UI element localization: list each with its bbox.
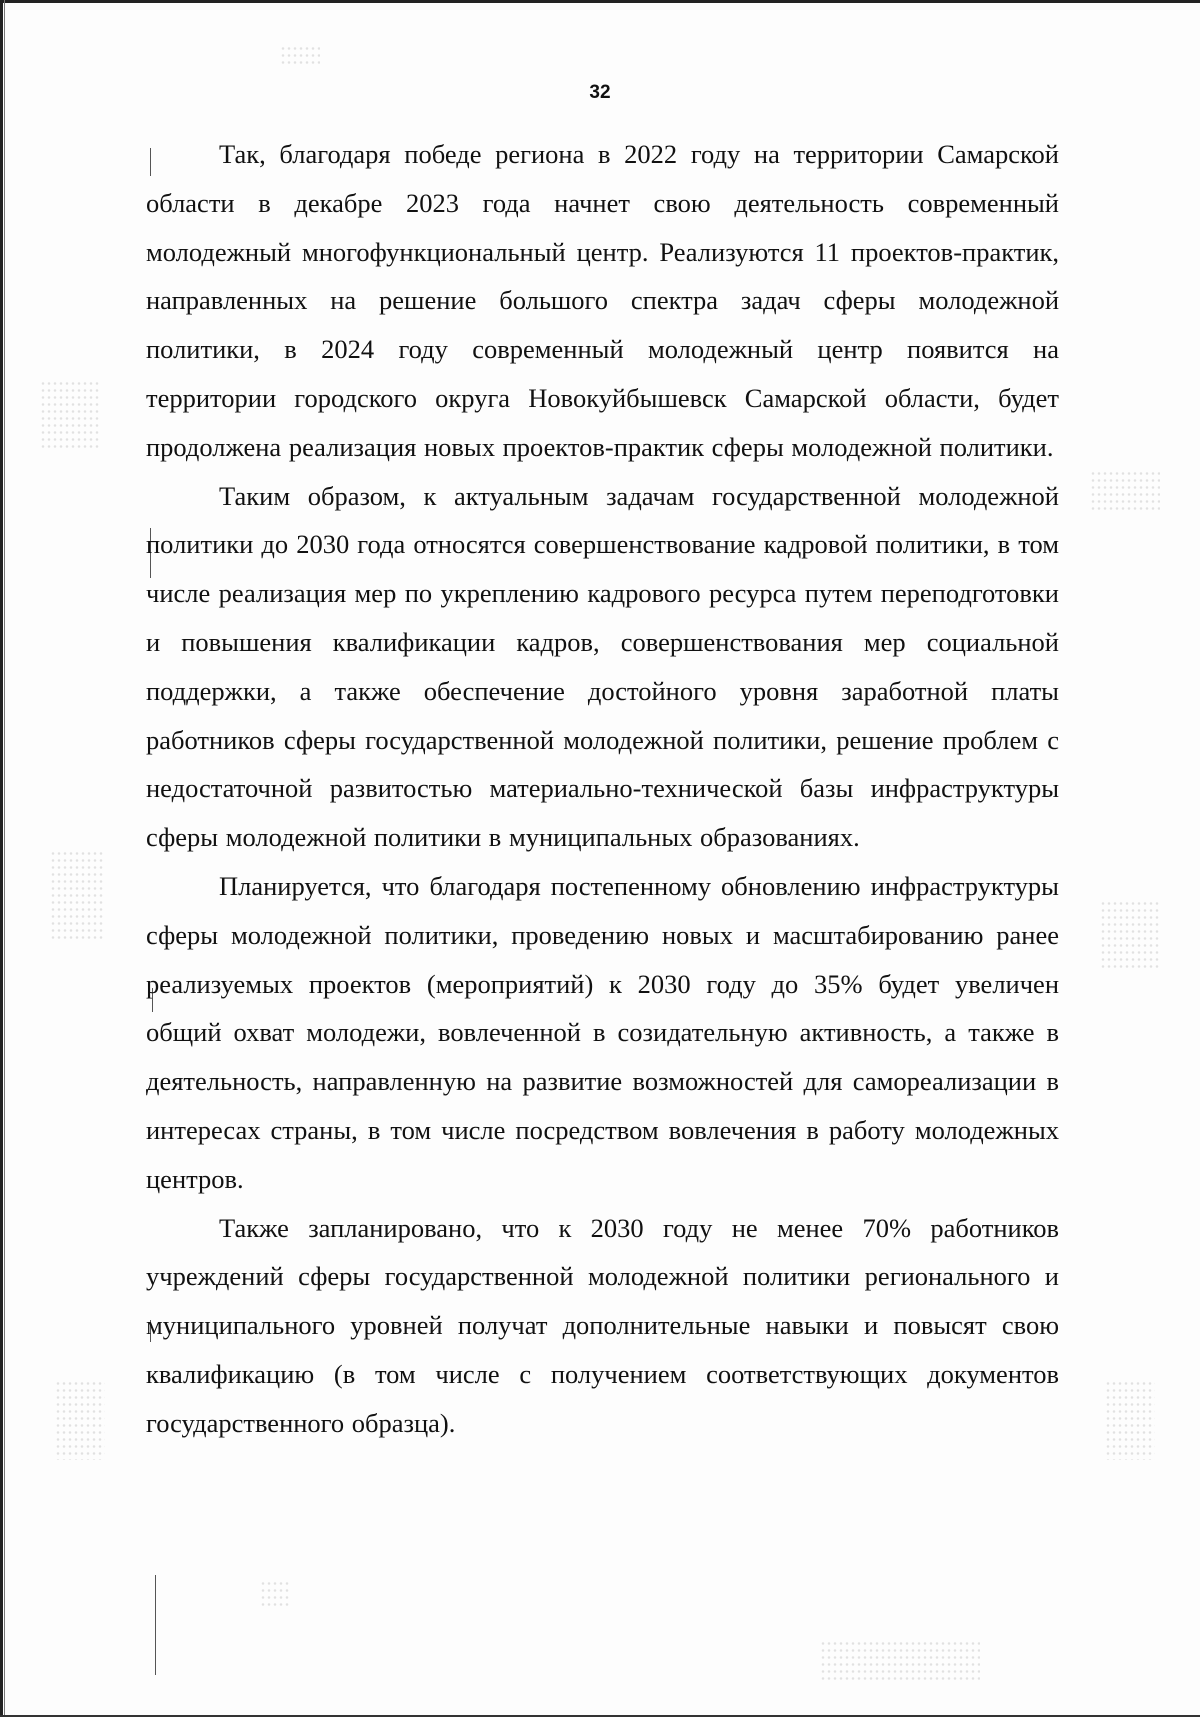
scan-noise	[1100, 900, 1160, 970]
scan-noise	[1105, 1380, 1155, 1460]
paragraph: Планируется, что благодаря постепенному обновлению инфраструктуры сферы молодежной политики, проведению новых и масштабированию ранее реализуемых проектов (мероприятий) к 2030 году до 35% будет увеличен общий охват молодежи, вовлеченной в созидательную активность, а также в деятельность, направленную на развитие возможностей для самореализации в интересах страны, в том числе посредством вовлечения в работу молодежных центров.	[146, 870, 1059, 1194]
scan-noise	[55, 1380, 105, 1460]
scan-edge-top	[0, 0, 1200, 3]
paragraph: Так, благодаря победе региона в 2022 году на территории Самарской области в декабре 2023 года начнет свою деятельность современный молодежный многофункциональный центр. Реализуются 11 проектов-практик, направленных на решение большого спектра задач сферы молодежной политики, в 2024 году современный молодежный центр появится на территории городского округа Новокуйбышевск Самарской области, будет продолжена реализация новых проектов-практик сферы молодежной политики.	[146, 139, 1059, 462]
scan-noise	[820, 1640, 980, 1680]
paragraph: Также запланировано, что к 2030 году не менее 70% работников учреждений сферы государственной молодежной политики регионального и муниципального уровней получат дополнительные навыки и повысят свою квалификацию (в том числе с получением соответствующих документов государственного образца).	[146, 1212, 1059, 1438]
page-number: 32	[589, 82, 611, 103]
scan-edge-left-inner	[4, 0, 5, 1717]
scan-noise	[50, 850, 105, 940]
margin-mark	[155, 1575, 156, 1675]
scan-noise	[260, 1580, 290, 1610]
body-text	[146, 130, 1059, 1448]
scan-noise	[40, 380, 100, 450]
paragraph: Таким образом, к актуальным задачам государственной молодежной политики до 2030 года относятся совершенствование кадровой политики, в том числе реализация мер по укреплению кадрового ресурса путем переподготовки и повышения квалификации кадров, совершенствования мер социальной поддержки, а также обеспечение достойного уровня заработной платы работников сферы государственной молодежной политики, решение проблем с недостаточной развитостью материально-технической базы инфраструктуры сферы молодежной политики в муниципальных образованиях.	[146, 480, 1059, 853]
scan-noise	[1090, 470, 1160, 510]
scan-edge-left	[0, 0, 3, 1717]
scan-noise	[280, 45, 320, 65]
